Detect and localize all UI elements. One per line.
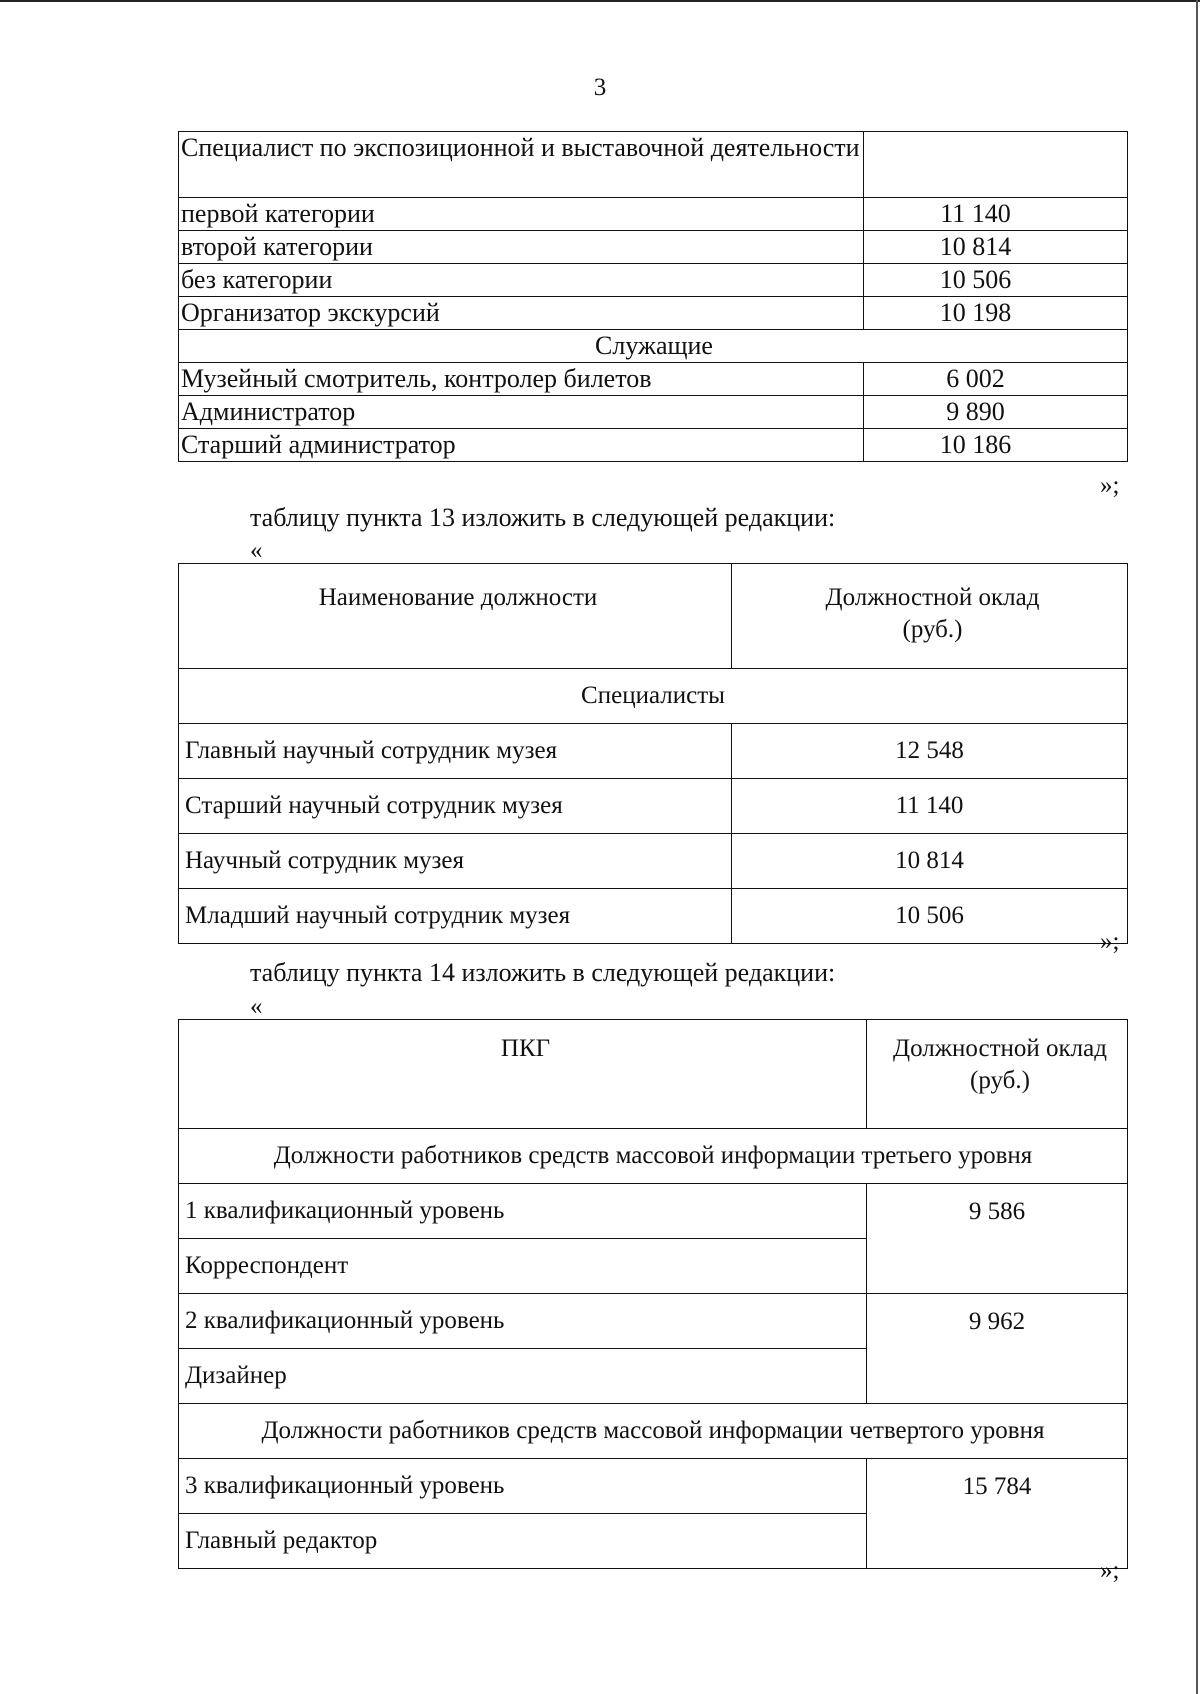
position-cell: Старший администратор [179, 429, 864, 462]
open-quote: « [250, 993, 263, 1020]
table-row [179, 429, 1128, 462]
table-row [179, 264, 1128, 297]
point13-intro: таблицу пункта 13 изложить в следующей редакции: [250, 503, 836, 532]
position-cell: Специалист по экспозиционной и выставочной деятельности [179, 132, 864, 198]
salary-cell: 10 506 [864, 264, 1128, 297]
position-cell: Младший научный сотрудник музея [179, 889, 732, 944]
table-row [179, 231, 1128, 264]
close-quote: »; [1100, 1557, 1120, 1584]
position-cell: второй категории [179, 231, 864, 264]
salary-cell: 9 890 [864, 396, 1128, 429]
salary-cell: 10 814 [732, 834, 1128, 889]
salary-cell: 9 586 [867, 1184, 1128, 1294]
table-row [179, 1294, 1128, 1349]
open-quote: « [250, 537, 263, 564]
close-quote: »; [1100, 928, 1120, 955]
header-row [179, 1020, 1128, 1129]
section-heading-employees: Служащие [179, 330, 1128, 363]
column-header-salary-line2: (руб.) [902, 616, 963, 643]
salary-cell: 10 814 [864, 231, 1128, 264]
section-row [179, 669, 1128, 724]
position-cell: Администратор [179, 396, 864, 429]
column-header-salary-line1: Должностной оклад [825, 584, 1040, 611]
salary-cell: 10 186 [864, 429, 1128, 462]
salary-cell: 11 140 [732, 779, 1128, 834]
table-row [179, 1459, 1128, 1514]
column-header-salary [867, 1020, 1128, 1129]
qualification-level-cell: 3 квалификационный уровень [179, 1459, 867, 1514]
section-row [179, 1404, 1128, 1459]
position-cell: Главный научный сотрудник музея [179, 724, 732, 779]
salary-table-point14 [178, 1019, 1128, 1569]
column-header-position: Наименование должности [179, 564, 732, 669]
section-row [179, 1129, 1128, 1184]
salary-cell: 11 140 [864, 198, 1128, 231]
section-heading-specialists: Специалисты [179, 669, 1128, 724]
column-header-salary [732, 564, 1128, 669]
position-cell: Научный сотрудник музея [179, 834, 732, 889]
section-heading-fourth-level: Должности работников средств массовой информации четвертого уровня [179, 1404, 1128, 1459]
table-row [179, 396, 1128, 429]
position-cell: Корреспондент [179, 1239, 867, 1294]
position-cell: первой категории [179, 198, 864, 231]
table-row [179, 724, 1128, 779]
scan-border-right [1196, 0, 1198, 1694]
qualification-level-cell: 2 квалификационный уровень [179, 1294, 867, 1349]
table-row [179, 1184, 1128, 1239]
table-row [179, 297, 1128, 330]
point14-intro: таблицу пункта 14 изложить в следующей редакции: [250, 958, 836, 987]
position-cell: Организатор экскурсий [179, 297, 864, 330]
table-row [179, 132, 1128, 198]
salary-cell: 10 506 [732, 889, 1128, 944]
table-row [179, 834, 1128, 889]
position-cell: Дизайнер [179, 1349, 867, 1404]
column-header-pkg: ПКГ [179, 1020, 867, 1129]
table-row [179, 779, 1128, 834]
position-cell: Главный редактор [179, 1514, 867, 1569]
salary-table-point13 [178, 563, 1128, 944]
scan-border-top [0, 0, 1200, 2]
salary-cell: 12 548 [732, 724, 1128, 779]
salary-cell: 9 962 [867, 1294, 1128, 1404]
salary-cell: 15 784 [867, 1459, 1128, 1569]
salary-cell: 10 198 [864, 297, 1128, 330]
position-cell: Музейный смотритель, контролер билетов [179, 363, 864, 396]
position-cell: без категории [179, 264, 864, 297]
salary-cell: 6 002 [864, 363, 1128, 396]
section-heading-third-level: Должности работников средств массовой информации третьего уровня [179, 1129, 1128, 1184]
table-row [179, 363, 1128, 396]
section-row [179, 330, 1128, 363]
position-cell: Старший научный сотрудник музея [179, 779, 732, 834]
column-header-salary-line1: Должностной оклад [893, 1035, 1107, 1062]
table-row [179, 198, 1128, 231]
page-number: 3 [593, 74, 607, 101]
table-row [179, 889, 1128, 944]
header-row [179, 564, 1128, 669]
qualification-level-cell: 1 квалификационный уровень [179, 1184, 867, 1239]
salary-cell [864, 132, 1128, 198]
column-header-salary-line2: (руб.) [970, 1067, 1030, 1094]
salary-table-continued [178, 131, 1128, 462]
close-quote: »; [1100, 472, 1120, 499]
